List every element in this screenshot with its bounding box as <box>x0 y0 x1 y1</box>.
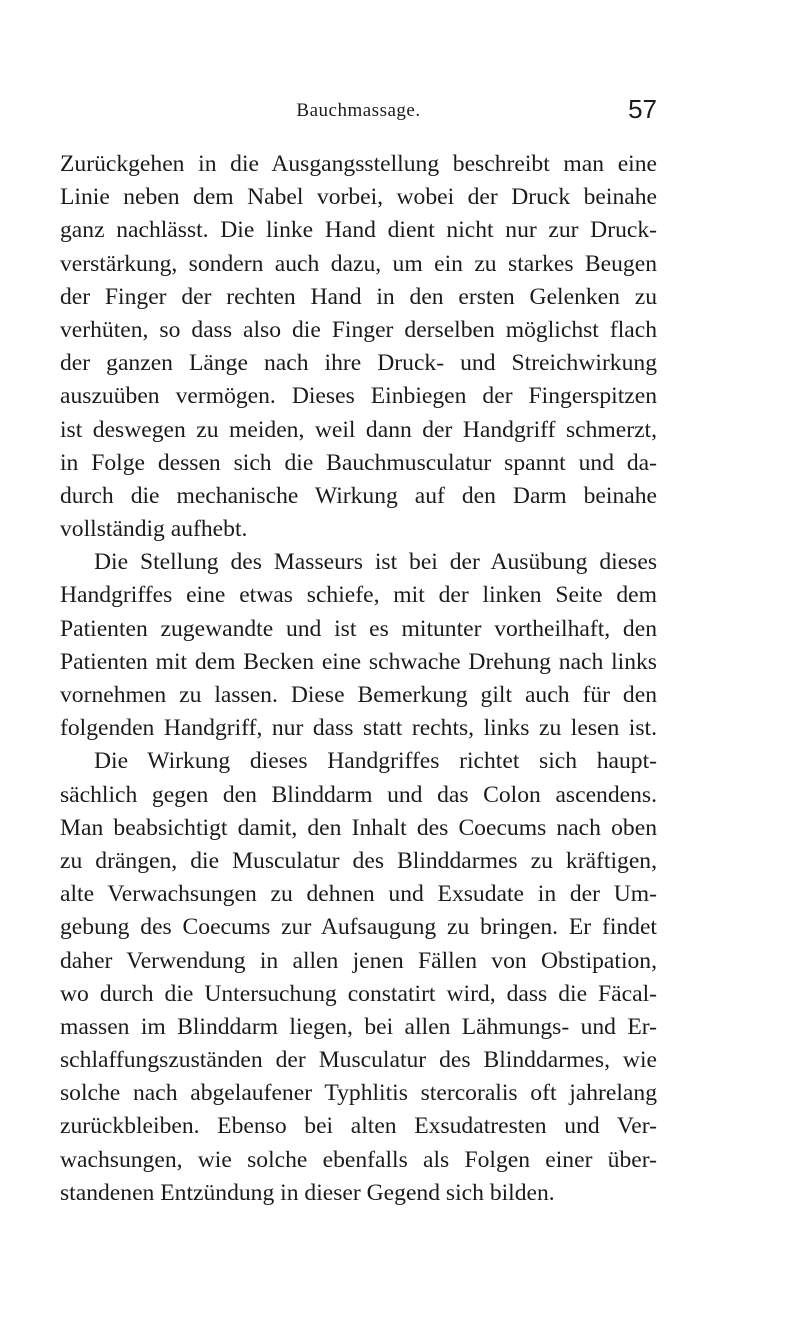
text-line: ist deswegen zu meiden, weil dann der Handgriff schmerzt, <box>60 416 657 443</box>
text-line: vornehmen zu lassen. Diese Bemerkung gilt auch für den <box>60 682 657 708</box>
text-line: massen im Blinddarm liegen, bei allen Lähmungs- und Er- <box>60 1013 657 1040</box>
text-line: Man beabsichtigt damit, den Inhalt des Coecums nach oben <box>60 814 657 841</box>
running-head <box>60 94 657 124</box>
text-line: auszuüben vermögen. Dieses Einbiegen der Fingerspitzen <box>60 383 657 410</box>
running-title: Bauchmassage. <box>296 100 421 121</box>
text-line: durch die mechanische Wirkung auf den Darm beinahe <box>60 482 657 509</box>
text-line: in Folge dessen sich die Bauchmusculatur spannt und da- <box>60 449 657 476</box>
text-line: verstärkung, sondern auch dazu, um ein zu starkes Beugen <box>60 250 657 277</box>
text-line: gebung des Coecums zur Aufsaugung zu bringen. Er findet <box>60 914 657 941</box>
text-line: sächlich gegen den Blinddarm und das Colon ascendens. <box>60 781 657 808</box>
text-line: wo durch die Untersuchung constatirt wird, dass die Fäcal- <box>60 980 657 1007</box>
body-text <box>60 148 657 1210</box>
text-line: zu drängen, die Musculatur des Blinddarmes zu kräftigen, <box>60 847 657 874</box>
paragraph-end-line: vollständig aufhebt. <box>60 516 248 543</box>
text-line: Patienten zugewandte und ist es mitunter vortheilhaft, den <box>60 615 657 642</box>
paragraph-start-line: Die Wirkung dieses Handgriffes richtet sich haupt- <box>94 748 657 775</box>
text-line: wachsungen, wie solche ebenfalls als Folgen einer über- <box>60 1146 657 1173</box>
page-number: 57 <box>628 94 657 124</box>
text-line: alte Verwachsungen zu dehnen und Exsudate in der Um- <box>60 881 657 908</box>
text-line: solche nach abgelaufener Typhlitis stercoralis oft jahrelang <box>60 1080 657 1107</box>
text-line: Linie neben dem Nabel vorbei, wobei der Druck beinahe <box>60 184 657 211</box>
paragraph-end-line: standenen Entzündung in dieser Gegend sich bilden. <box>60 1179 555 1206</box>
text-line: Patienten mit dem Becken eine schwache Drehung nach links <box>60 648 657 675</box>
text-line: Handgriffes eine etwas schiefe, mit der linken Seite dem <box>60 582 657 609</box>
text-line: Zurückgehen in die Ausgangsstellung beschreibt man eine <box>60 151 657 177</box>
text-line: der Finger der rechten Hand in den ersten Gelenken zu <box>60 283 657 310</box>
paragraph-start-line: Die Stellung des Masseurs ist bei der Ausübung dieses <box>94 549 657 576</box>
text-line: zurückbleiben. Ebenso bei alten Exsudatresten und Ver- <box>60 1113 657 1140</box>
text-line: der ganzen Länge nach ihre Druck- und Streichwirkung <box>60 350 657 377</box>
text-line: verhüten, so dass also die Finger derselben möglichst flach <box>60 316 657 343</box>
text-line: ganz nachlässt. Die linke Hand dient nicht nur zur Druck- <box>60 217 657 244</box>
text-line: daher Verwendung in allen jenen Fällen von Obstipation, <box>60 947 657 974</box>
paragraph-end-line: folgenden Handgriff, nur dass statt rechts, links zu lesen ist. <box>60 715 657 742</box>
text-line: schlaffungszuständen der Musculatur des Blinddarmes, wie <box>60 1047 657 1074</box>
